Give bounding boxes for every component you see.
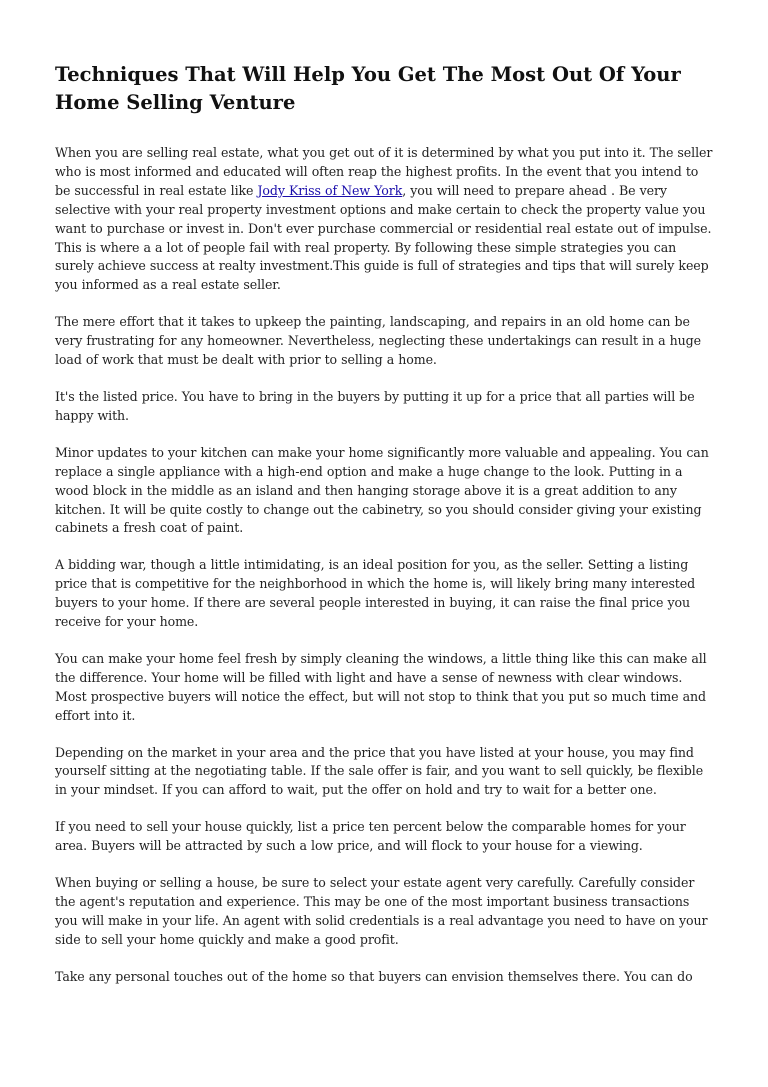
paragraph-2: The mere effort that it takes to upkeep the painting, landscaping, and repairs in an old home can be very frustrating for any homeowner. Nevertheless, neglecting these undertakings can result in a huge load of work that must be dealt with prior to selling a home. — [55, 314, 701, 368]
document-page — [55, 61, 715, 1005]
paragraph-1-end: , you will need to prepare ahead . Be very selective with your real property investment options and make certain to check the property value you want to purchase or invest in. Don't ever purchase commercial or residential real estate out of impulse. This is where a a lot of people fail with real property. By following these simple strategies you can surely achieve success at realty investment.This guide is full of strategies and tips that will surely keep you informed as a real estate seller. — [55, 182, 712, 293]
title-line-2: Home Selling Venture — [55, 91, 296, 114]
paragraph-4: Minor updates to your kitchen can make your home significantly more valuable and appealing. You can replace a single appliance with a high-end option and make a huge change to the look. Putting in a wood block in the middle as an island and then hanging storage above it is a great addition to any kitchen. It will be quite costly to change out the cabinetry, so you should consider giving your existing cabinets a fresh coat of paint. — [55, 444, 709, 536]
paragraph-1-start: When you are selling real estate, what you get out of it is determined by what you put into it. The seller who is most informed and educated will often reap the highest profits. In the event that you intend to be successful in real estate like — [55, 145, 713, 198]
article-body — [55, 144, 715, 987]
paragraph-7: Depending on the market in your area and the price that you have listed at your house, you may find yourself sitting at the negotiating table. If the sale offer is fair, and you want to sell quickly, be flexible in your mindset. If you can afford to wait, put the offer on hold and try to wait for a better one. — [55, 744, 704, 798]
paragraph-6: You can make your home feel fresh by simply cleaning the windows, a little thing like this can make all the difference. Your home will be filled with light and have a sense of newness with clear windows. Most prospective buyers will notice the effect, but will not stop to think that you put so much time and effort into it. — [55, 650, 707, 723]
paragraph-5: A bidding war, though a little intimidating, is an ideal position for you, as the seller. Setting a listing price that is competitive for the neighborhood in which the home is, will likely bring many interested buyers to your home. If there are several people interested in buying, it can raise the final price you receive for your home. — [55, 557, 696, 630]
title-line-1: Techniques That Will Help You Get The Most Out Of Your — [55, 63, 681, 86]
paragraph-1 — [55, 144, 715, 295]
jody-kriss-link[interactable]: Jody Kriss of New York — [257, 182, 403, 198]
paragraph-9: When buying or selling a house, be sure to select your estate agent very carefully. Carefully consider the agent's reputation and experience. This may be one of the most important business transactions you will make in your life. An agent with solid credentials is a real advantage you need to have on your side to sell your home quickly and make a good profit. — [55, 875, 708, 947]
paragraph-10: Take any personal touches out of the home so that buyers can envision themselves there. You can do — [55, 968, 693, 984]
paragraph-3: It's the listed price. You have to bring in the buyers by putting it up for a price that all parties will be happy with. — [55, 388, 695, 423]
paragraph-8: If you need to sell your house quickly, list a price ten percent below the comparable homes for your area. Buyers will be attracted by such a low price, and will flock to your house for a viewing. — [55, 819, 686, 854]
article-title — [55, 61, 715, 117]
